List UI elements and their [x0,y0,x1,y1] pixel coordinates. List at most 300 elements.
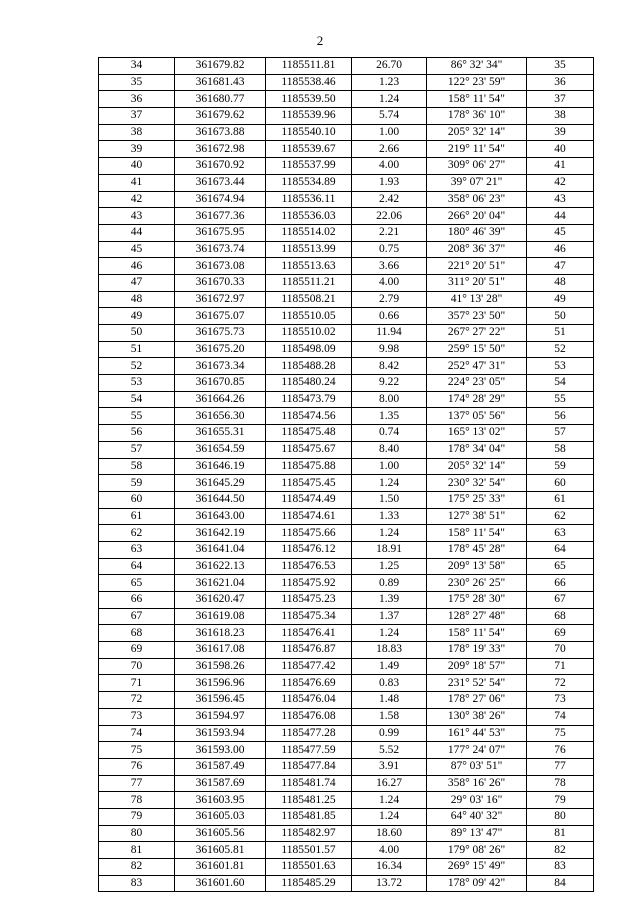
y-coordinate-cell: 1185511.81 [266,58,352,75]
next-point-cell: 60 [527,475,594,492]
bearing-cell: 158° 11' 54" [427,525,527,542]
table-row [99,859,594,876]
y-coordinate-cell: 1185508.21 [266,291,352,308]
x-coordinate-cell: 361674.94 [175,191,266,208]
bearing-cell: 178° 36' 10" [427,108,527,125]
next-point-cell: 52 [527,341,594,358]
x-coordinate-cell: 361679.82 [175,58,266,75]
bearing-cell: 358° 16' 26" [427,775,527,792]
next-point-cell: 83 [527,859,594,876]
distance-cell: 1.24 [352,91,427,108]
point-number-cell: 75 [99,742,175,759]
table-row [99,725,594,742]
next-point-cell: 69 [527,625,594,642]
next-point-cell: 40 [527,141,594,158]
table-row [99,642,594,659]
x-coordinate-cell: 361673.88 [175,124,266,141]
next-point-cell: 62 [527,508,594,525]
distance-cell: 2.79 [352,291,427,308]
distance-cell: 1.33 [352,508,427,525]
distance-cell: 8.42 [352,358,427,375]
next-point-cell: 58 [527,441,594,458]
distance-cell: 1.24 [352,475,427,492]
y-coordinate-cell: 1185501.57 [266,842,352,859]
y-coordinate-cell: 1185513.63 [266,258,352,275]
bearing-cell: 178° 34' 04" [427,441,527,458]
x-coordinate-cell: 361598.26 [175,658,266,675]
distance-cell: 1.24 [352,792,427,809]
table-row [99,408,594,425]
y-coordinate-cell: 1185481.74 [266,775,352,792]
bearing-cell: 178° 09' 42" [427,875,527,892]
distance-cell: 4.00 [352,274,427,291]
table-row [99,875,594,892]
distance-cell: 1.39 [352,592,427,609]
table-row [99,224,594,241]
point-number-cell: 70 [99,658,175,675]
next-point-cell: 48 [527,274,594,291]
next-point-cell: 42 [527,174,594,191]
x-coordinate-cell: 361619.08 [175,608,266,625]
point-number-cell: 35 [99,74,175,91]
y-coordinate-cell: 1185475.67 [266,441,352,458]
bearing-cell: 130° 38' 26" [427,708,527,725]
y-coordinate-cell: 1185474.61 [266,508,352,525]
next-point-cell: 72 [527,675,594,692]
y-coordinate-cell: 1185475.48 [266,425,352,442]
distance-cell: 16.27 [352,775,427,792]
distance-cell: 11.94 [352,325,427,342]
table-row [99,592,594,609]
next-point-cell: 68 [527,608,594,625]
y-coordinate-cell: 1185482.97 [266,825,352,842]
distance-cell: 1.24 [352,808,427,825]
x-coordinate-cell: 361596.96 [175,675,266,692]
distance-cell: 1.24 [352,625,427,642]
next-point-cell: 56 [527,408,594,425]
next-point-cell: 59 [527,458,594,475]
table-row [99,491,594,508]
distance-cell: 16.34 [352,859,427,876]
x-coordinate-cell: 361670.92 [175,158,266,175]
bearing-cell: 252° 47' 31" [427,358,527,375]
bearing-cell: 175° 28' 30" [427,592,527,609]
next-point-cell: 77 [527,758,594,775]
table-row [99,441,594,458]
distance-cell: 18.60 [352,825,427,842]
y-coordinate-cell: 1185537.99 [266,158,352,175]
table-row [99,808,594,825]
point-number-cell: 66 [99,592,175,609]
next-point-cell: 61 [527,491,594,508]
table-row [99,241,594,258]
point-number-cell: 44 [99,224,175,241]
x-coordinate-cell: 361673.44 [175,174,266,191]
table-row [99,208,594,225]
table-row [99,174,594,191]
y-coordinate-cell: 1185510.05 [266,308,352,325]
distance-cell: 9.98 [352,341,427,358]
x-coordinate-cell: 361672.97 [175,291,266,308]
x-coordinate-cell: 361677.36 [175,208,266,225]
bearing-cell: 122° 23' 59" [427,74,527,91]
bearing-cell: 179° 08' 26" [427,842,527,859]
bearing-cell: 86° 32' 34" [427,58,527,75]
point-number-cell: 40 [99,158,175,175]
point-number-cell: 59 [99,475,175,492]
table-row [99,158,594,175]
x-coordinate-cell: 361593.94 [175,725,266,742]
next-point-cell: 54 [527,375,594,392]
distance-cell: 1.48 [352,692,427,709]
table-row [99,91,594,108]
point-number-cell: 69 [99,642,175,659]
point-number-cell: 50 [99,325,175,342]
y-coordinate-cell: 1185473.79 [266,391,352,408]
next-point-cell: 63 [527,525,594,542]
coordinates-table [98,57,594,892]
x-coordinate-cell: 361679.62 [175,108,266,125]
table-row [99,458,594,475]
next-point-cell: 41 [527,158,594,175]
x-coordinate-cell: 361670.85 [175,375,266,392]
bearing-cell: 39° 07' 21" [427,174,527,191]
next-point-cell: 71 [527,658,594,675]
table-row [99,608,594,625]
distance-cell: 1.25 [352,558,427,575]
bearing-cell: 259° 15' 50" [427,341,527,358]
bearing-cell: 175° 25' 33" [427,491,527,508]
point-number-cell: 62 [99,525,175,542]
bearing-cell: 127° 38' 51" [427,508,527,525]
page-number: 2 [316,33,324,48]
next-point-cell: 44 [527,208,594,225]
x-coordinate-cell: 361618.23 [175,625,266,642]
y-coordinate-cell: 1185477.84 [266,758,352,775]
y-coordinate-cell: 1185476.41 [266,625,352,642]
distance-cell: 18.83 [352,642,427,659]
distance-cell: 8.00 [352,391,427,408]
y-coordinate-cell: 1185538.46 [266,74,352,91]
x-coordinate-cell: 361654.59 [175,441,266,458]
x-coordinate-cell: 361596.45 [175,692,266,709]
bearing-cell: 266° 20' 04" [427,208,527,225]
distance-cell: 2.66 [352,141,427,158]
x-coordinate-cell: 361656.30 [175,408,266,425]
y-coordinate-cell: 1185498.09 [266,341,352,358]
x-coordinate-cell: 361622.13 [175,558,266,575]
point-number-cell: 49 [99,308,175,325]
distance-cell: 8.40 [352,441,427,458]
bearing-cell: 230° 32' 54" [427,475,527,492]
next-point-cell: 35 [527,58,594,75]
y-coordinate-cell: 1185513.99 [266,241,352,258]
y-coordinate-cell: 1185481.85 [266,808,352,825]
next-point-cell: 65 [527,558,594,575]
distance-cell: 1.49 [352,658,427,675]
bearing-cell: 231° 52' 54" [427,675,527,692]
distance-cell: 3.91 [352,758,427,775]
point-number-cell: 53 [99,375,175,392]
next-point-cell: 78 [527,775,594,792]
bearing-cell: 128° 27' 48" [427,608,527,625]
bearing-cell: 137° 05' 56" [427,408,527,425]
point-number-cell: 79 [99,808,175,825]
y-coordinate-cell: 1185501.63 [266,859,352,876]
x-coordinate-cell: 361673.74 [175,241,266,258]
next-point-cell: 45 [527,224,594,241]
x-coordinate-cell: 361664.26 [175,391,266,408]
x-coordinate-cell: 361587.49 [175,758,266,775]
table-row [99,575,594,592]
distance-cell: 4.00 [352,158,427,175]
x-coordinate-cell: 361587.69 [175,775,266,792]
table-row [99,742,594,759]
next-point-cell: 75 [527,725,594,742]
x-coordinate-cell: 361646.19 [175,458,266,475]
point-number-cell: 81 [99,842,175,859]
bearing-cell: 230° 26' 25" [427,575,527,592]
next-point-cell: 57 [527,425,594,442]
table-row [99,358,594,375]
distance-cell: 0.75 [352,241,427,258]
next-point-cell: 47 [527,258,594,275]
table-row [99,124,594,141]
table-row [99,842,594,859]
point-number-cell: 54 [99,391,175,408]
x-coordinate-cell: 361670.33 [175,274,266,291]
table-row [99,775,594,792]
point-number-cell: 38 [99,124,175,141]
distance-cell: 1.00 [352,124,427,141]
table-row [99,692,594,709]
distance-cell: 26.70 [352,58,427,75]
bearing-cell: 178° 45' 28" [427,541,527,558]
point-number-cell: 63 [99,541,175,558]
bearing-cell: 267° 27' 22" [427,325,527,342]
bearing-cell: 158° 11' 54" [427,91,527,108]
bearing-cell: 358° 06' 23" [427,191,527,208]
x-coordinate-cell: 361641.04 [175,541,266,558]
next-point-cell: 46 [527,241,594,258]
y-coordinate-cell: 1185476.12 [266,541,352,558]
x-coordinate-cell: 361673.08 [175,258,266,275]
next-point-cell: 55 [527,391,594,408]
distance-cell: 9.22 [352,375,427,392]
x-coordinate-cell: 361675.73 [175,325,266,342]
bearing-cell: 205° 32' 14" [427,124,527,141]
table-row [99,558,594,575]
y-coordinate-cell: 1185539.96 [266,108,352,125]
x-coordinate-cell: 361645.29 [175,475,266,492]
y-coordinate-cell: 1185539.50 [266,91,352,108]
y-coordinate-cell: 1185476.04 [266,692,352,709]
bearing-cell: 89° 13' 47" [427,825,527,842]
bearing-cell: 158° 11' 54" [427,625,527,642]
x-coordinate-cell: 361644.50 [175,491,266,508]
point-number-cell: 76 [99,758,175,775]
distance-cell: 18.91 [352,541,427,558]
next-point-cell: 70 [527,642,594,659]
bearing-cell: 311° 20' 51" [427,274,527,291]
point-number-cell: 78 [99,792,175,809]
y-coordinate-cell: 1185477.28 [266,725,352,742]
table-row [99,541,594,558]
distance-cell: 2.21 [352,224,427,241]
bearing-cell: 357° 23' 50" [427,308,527,325]
next-point-cell: 36 [527,74,594,91]
point-number-cell: 36 [99,91,175,108]
x-coordinate-cell: 361605.03 [175,808,266,825]
distance-cell: 1.58 [352,708,427,725]
next-point-cell: 38 [527,108,594,125]
point-number-cell: 58 [99,458,175,475]
bearing-cell: 64° 40' 32" [427,808,527,825]
distance-cell: 1.93 [352,174,427,191]
table-row [99,341,594,358]
distance-cell: 0.89 [352,575,427,592]
bearing-cell: 178° 19' 33" [427,642,527,659]
y-coordinate-cell: 1185475.23 [266,592,352,609]
next-point-cell: 53 [527,358,594,375]
next-point-cell: 37 [527,91,594,108]
next-point-cell: 49 [527,291,594,308]
bearing-cell: 87° 03' 51" [427,758,527,775]
point-number-cell: 45 [99,241,175,258]
x-coordinate-cell: 361673.34 [175,358,266,375]
next-point-cell: 84 [527,875,594,892]
y-coordinate-cell: 1185540.10 [266,124,352,141]
table-row [99,191,594,208]
point-number-cell: 77 [99,775,175,792]
point-number-cell: 71 [99,675,175,692]
table-row [99,141,594,158]
y-coordinate-cell: 1185475.66 [266,525,352,542]
table-row [99,325,594,342]
x-coordinate-cell: 361593.00 [175,742,266,759]
bearing-cell: 174° 28' 29" [427,391,527,408]
table-row [99,425,594,442]
distance-cell: 0.66 [352,308,427,325]
x-coordinate-cell: 361620.47 [175,592,266,609]
y-coordinate-cell: 1185485.29 [266,875,352,892]
y-coordinate-cell: 1185475.34 [266,608,352,625]
distance-cell: 1.35 [352,408,427,425]
bearing-cell: 309° 06' 27" [427,158,527,175]
y-coordinate-cell: 1185476.87 [266,642,352,659]
bearing-cell: 178° 27' 06" [427,692,527,709]
point-number-cell: 55 [99,408,175,425]
point-number-cell: 83 [99,875,175,892]
distance-cell: 1.23 [352,74,427,91]
y-coordinate-cell: 1185488.28 [266,358,352,375]
y-coordinate-cell: 1185481.25 [266,792,352,809]
point-number-cell: 67 [99,608,175,625]
next-point-cell: 80 [527,808,594,825]
point-number-cell: 34 [99,58,175,75]
point-number-cell: 74 [99,725,175,742]
bearing-cell: 209° 18' 57" [427,658,527,675]
y-coordinate-cell: 1185476.69 [266,675,352,692]
distance-cell: 3.66 [352,258,427,275]
distance-cell: 22.06 [352,208,427,225]
bearing-cell: 205° 32' 14" [427,458,527,475]
y-coordinate-cell: 1185475.45 [266,475,352,492]
point-number-cell: 39 [99,141,175,158]
bearing-cell: 180° 46' 39" [427,224,527,241]
x-coordinate-cell: 361672.98 [175,141,266,158]
table-row [99,391,594,408]
distance-cell: 5.52 [352,742,427,759]
x-coordinate-cell: 361605.56 [175,825,266,842]
next-point-cell: 66 [527,575,594,592]
x-coordinate-cell: 361601.60 [175,875,266,892]
distance-cell: 0.99 [352,725,427,742]
bearing-cell: 208° 36' 37" [427,241,527,258]
point-number-cell: 60 [99,491,175,508]
distance-cell: 4.00 [352,842,427,859]
distance-cell: 0.83 [352,675,427,692]
y-coordinate-cell: 1185510.02 [266,325,352,342]
point-number-cell: 57 [99,441,175,458]
table-row [99,658,594,675]
x-coordinate-cell: 361681.43 [175,74,266,91]
bearing-cell: 165° 13' 02" [427,425,527,442]
table-row [99,825,594,842]
table-row [99,758,594,775]
next-point-cell: 73 [527,692,594,709]
bearing-cell: 224° 23' 05" [427,375,527,392]
table-row [99,792,594,809]
table-row [99,108,594,125]
x-coordinate-cell: 361605.81 [175,842,266,859]
point-number-cell: 68 [99,625,175,642]
x-coordinate-cell: 361603.95 [175,792,266,809]
table-row [99,291,594,308]
y-coordinate-cell: 1185536.11 [266,191,352,208]
next-point-cell: 43 [527,191,594,208]
y-coordinate-cell: 1185477.59 [266,742,352,759]
x-coordinate-cell: 361675.07 [175,308,266,325]
y-coordinate-cell: 1185477.42 [266,658,352,675]
x-coordinate-cell: 361617.08 [175,642,266,659]
table-row [99,625,594,642]
table-row [99,475,594,492]
point-number-cell: 37 [99,108,175,125]
point-number-cell: 43 [99,208,175,225]
y-coordinate-cell: 1185474.49 [266,491,352,508]
next-point-cell: 82 [527,842,594,859]
point-number-cell: 56 [99,425,175,442]
y-coordinate-cell: 1185480.24 [266,375,352,392]
point-number-cell: 47 [99,274,175,291]
y-coordinate-cell: 1185514.02 [266,224,352,241]
table-row [99,274,594,291]
y-coordinate-cell: 1185534.89 [266,174,352,191]
table-row [99,308,594,325]
next-point-cell: 39 [527,124,594,141]
distance-cell: 5.74 [352,108,427,125]
x-coordinate-cell: 361642.19 [175,525,266,542]
table-row [99,258,594,275]
x-coordinate-cell: 361621.04 [175,575,266,592]
table-row [99,508,594,525]
table-row [99,58,594,75]
point-number-cell: 65 [99,575,175,592]
x-coordinate-cell: 361655.31 [175,425,266,442]
next-point-cell: 79 [527,792,594,809]
distance-cell: 13.72 [352,875,427,892]
